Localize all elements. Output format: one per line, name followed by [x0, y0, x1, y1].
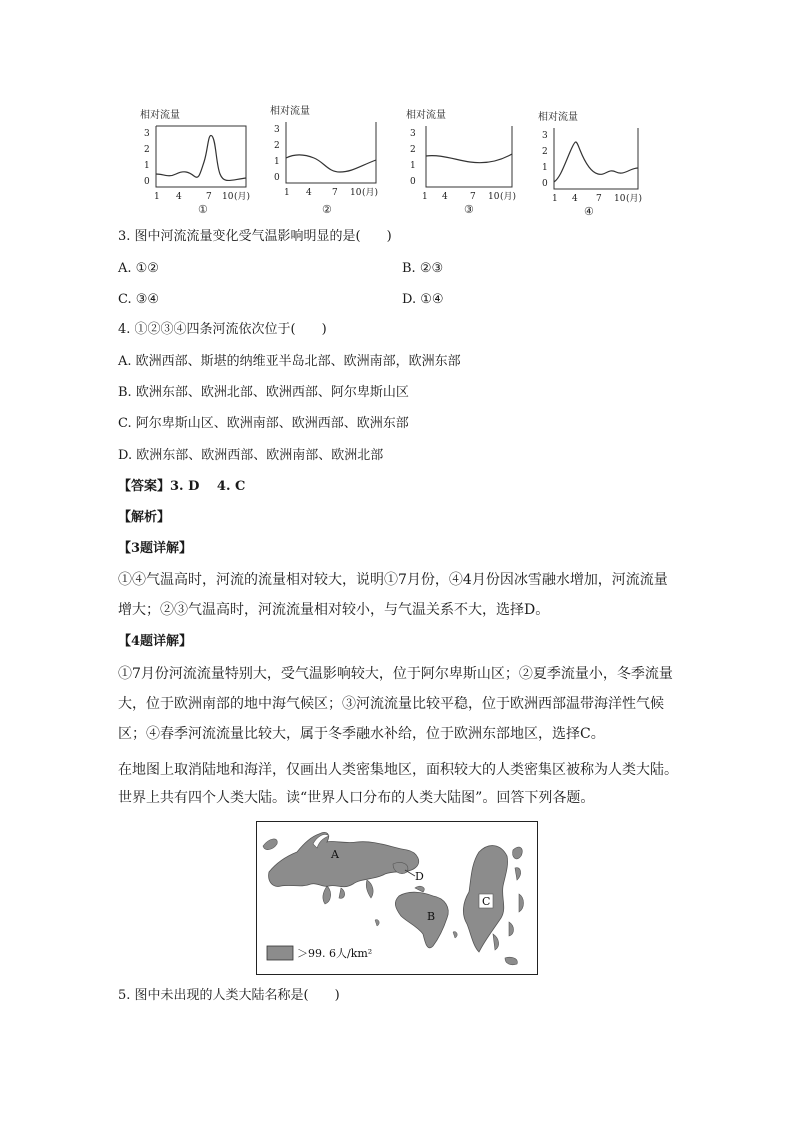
map-label-D: D: [415, 870, 424, 883]
flow-chart-2-svg: [264, 100, 382, 216]
region-A-island: [339, 888, 345, 898]
xtick-7: 7: [470, 192, 476, 202]
ytick-0: 0: [144, 177, 150, 187]
flow-curve: [426, 154, 512, 163]
ytick-1: 1: [542, 163, 548, 173]
xtick-4: 4: [306, 188, 312, 198]
flow-chart-4: [534, 106, 654, 218]
ytick-3: 3: [542, 131, 548, 141]
xtick-unit: (月): [626, 194, 643, 204]
chart-ylabel: 相对流量: [538, 112, 578, 123]
flow-chart-3: [400, 104, 526, 216]
region-C-island-4: [493, 934, 499, 950]
region-B-shape: [395, 892, 448, 948]
map-svg: [257, 822, 537, 974]
q3-option-c[interactable]: C. ③④: [118, 292, 160, 307]
chart-caption: ③: [464, 203, 474, 216]
detail3-heading: 【3题详解】: [118, 541, 193, 556]
xtick-10: 10: [350, 188, 362, 198]
region-C-island-5: [509, 922, 514, 936]
ytick-3: 3: [144, 129, 150, 139]
scatter-island-1: [453, 932, 457, 938]
q4-option-d[interactable]: D. 欧洲东部、欧洲西部、欧洲南部、欧洲北部: [118, 448, 384, 463]
chart-caption: ②: [322, 203, 332, 216]
ytick-2: 2: [274, 141, 280, 151]
xtick-10: 10: [614, 194, 626, 204]
ytick-2: 2: [542, 147, 548, 157]
xtick-unit: (月): [500, 192, 517, 202]
q5-stem: 5. 图中未出现的人类大陆名称是( ): [118, 988, 340, 1003]
xtick-7: 7: [596, 194, 602, 204]
q4-stem: 4. ①②③④四条河流依次位于( ): [118, 322, 327, 337]
region-B-fragment: [415, 886, 424, 892]
flow-chart-1-svg: [134, 104, 252, 216]
chart-ylabel: 相对流量: [140, 110, 180, 121]
map-label-C: C: [482, 895, 491, 908]
q3-option-b[interactable]: B. ②③: [402, 261, 444, 276]
ytick-2: 2: [410, 145, 416, 155]
xtick-4: 4: [572, 194, 578, 204]
chart-frame: [156, 126, 246, 187]
answer-line: 【答案】3. D 4. C: [118, 479, 246, 494]
q4-option-a[interactable]: A. 欧洲西部、斯堪的纳维亚半岛北部、欧洲南部，欧洲东部: [118, 354, 461, 369]
flow-curve: [286, 155, 376, 172]
map-intro-text: 在地图上取消陆地和海洋，仅画出人类密集地区，面积较大的人类密集区被称为人类大陆。世界上共有四个人类大陆。读“世界人口分布的人类大陆图”。回答下列各题。: [118, 762, 678, 806]
q3-stem: 3. 图中河流流量变化受气温影响明显的是( ): [118, 229, 392, 244]
detail3-text: ①④气温高时，河流的流量相对较大，说明①7月份，④4月份因冰雪融水增加，河流流量增大；②③气温高时，河流流量相对较小，与气温关系不大，选择D。: [118, 572, 668, 618]
region-A-peninsula: [323, 886, 331, 904]
xtick-10: 10: [222, 192, 234, 202]
chart-frame: [286, 122, 376, 183]
q4-option-b[interactable]: B. 欧洲东部、欧洲北部、欧洲西部、阿尔卑斯山区: [118, 385, 409, 400]
region-C-island-2: [515, 868, 521, 880]
xtick-4: 4: [442, 192, 448, 202]
legend-label: ＞99. 6人/km²: [297, 947, 373, 960]
region-D-leader: [405, 870, 415, 876]
ytick-3: 3: [274, 125, 280, 135]
flow-chart-2: [264, 100, 382, 216]
region-A-peninsula-2: [366, 880, 373, 898]
ytick-1: 1: [144, 161, 150, 171]
xtick-7: 7: [332, 188, 338, 198]
chart-ylabel: 相对流量: [270, 106, 310, 117]
xtick-unit: (月): [362, 188, 379, 198]
region-C-island-1: [513, 847, 523, 859]
chart-caption: ④: [584, 205, 594, 218]
xtick-1: 1: [154, 192, 160, 202]
chart-frame: [554, 128, 638, 189]
analysis-heading: 【解析】: [118, 510, 171, 525]
ytick-2: 2: [144, 145, 150, 155]
flow-chart-1: [134, 104, 252, 216]
q3-option-d[interactable]: D. ①④: [402, 292, 444, 307]
xtick-10: 10: [488, 192, 500, 202]
region-C-island-6: [505, 957, 517, 965]
xtick-1: 1: [284, 188, 290, 198]
q4-option-c[interactable]: C. 阿尔卑斯山区、欧洲南部、欧洲西部、欧洲东部: [118, 416, 409, 431]
chart-ylabel: 相对流量: [406, 110, 446, 121]
human-continents-map: [256, 821, 538, 975]
xtick-7: 7: [206, 192, 212, 202]
flow-chart-3-svg: [400, 104, 526, 216]
xtick-unit: (月): [234, 192, 251, 202]
ytick-0: 0: [410, 177, 416, 187]
xtick-4: 4: [176, 192, 182, 202]
region-C-island-3: [519, 894, 524, 912]
q3-option-a[interactable]: A. ①②: [118, 261, 159, 276]
detail4-text: ①7月份河流流量特别大，受气温影响较大，位于阿尔卑斯山区；②夏季流量小，冬季流量大，位于欧洲南部的地中海气候区；③河流流量比较平稳，位于欧洲西部温带海洋性气候区；④春季河流流量比较大，属于冬季融水补给，位于欧洲东部地区，选择C。: [118, 666, 673, 742]
region-A-british-isles: [263, 839, 277, 850]
detail4-heading: 【4题详解】: [118, 634, 193, 649]
flow-curve: [554, 142, 638, 182]
legend-swatch: [267, 946, 293, 960]
flow-curve: [156, 135, 246, 180]
scatter-island-2: [375, 920, 379, 926]
ytick-0: 0: [274, 173, 280, 183]
chart-caption: ①: [198, 203, 208, 216]
ytick-3: 3: [410, 129, 416, 139]
map-label-B: B: [427, 910, 436, 923]
xtick-1: 1: [422, 192, 428, 202]
map-label-A: A: [331, 848, 339, 861]
flow-chart-4-svg: [534, 106, 654, 218]
ytick-1: 1: [274, 157, 280, 167]
ytick-1: 1: [410, 161, 416, 171]
xtick-1: 1: [552, 194, 558, 204]
ytick-0: 0: [542, 179, 548, 189]
region-A-shape: [269, 832, 419, 886]
